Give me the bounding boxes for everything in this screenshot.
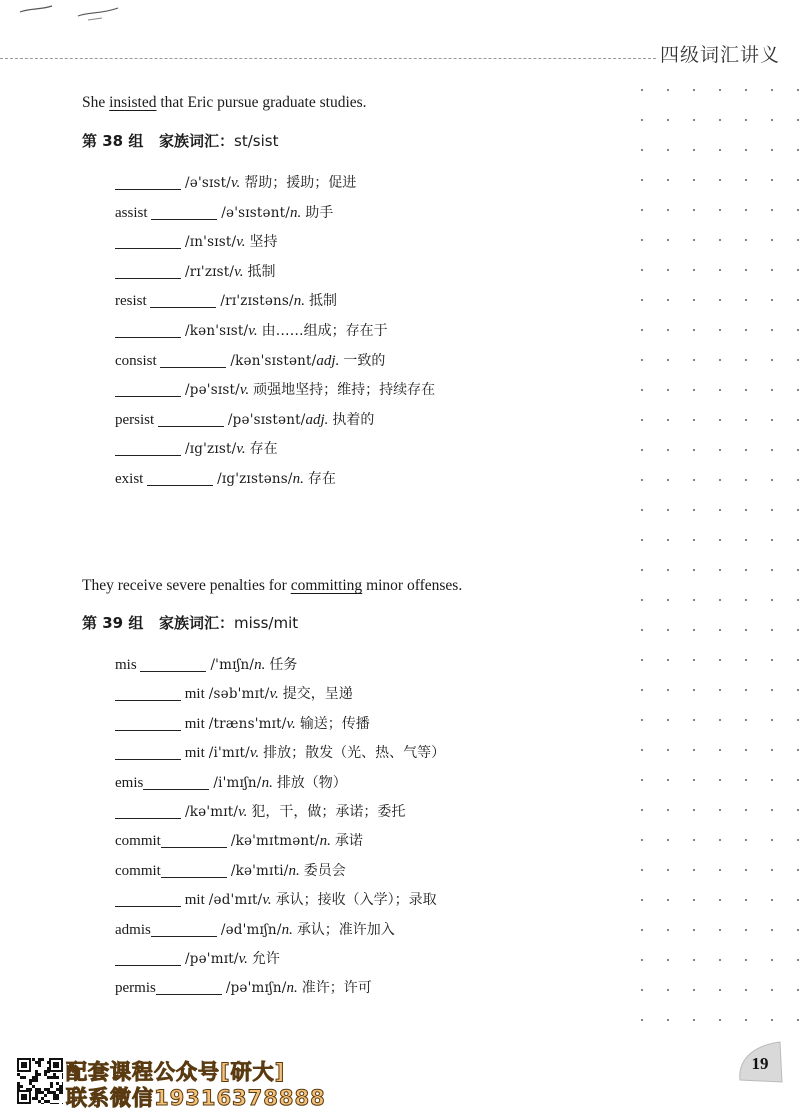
part-of-speech: v. bbox=[234, 263, 244, 280]
word-prefix: exist bbox=[115, 471, 148, 487]
part-of-speech: n. bbox=[319, 833, 331, 850]
margin-dot-grid bbox=[636, 80, 800, 1040]
chinese-meaning: 执着的 bbox=[332, 411, 375, 428]
fill-in-blank[interactable] bbox=[115, 262, 181, 279]
pronunciation: /i'mɪʃn/ bbox=[213, 774, 262, 791]
vocab-entry bbox=[115, 948, 280, 970]
group-heading-38 bbox=[82, 130, 278, 151]
page-number: 19 bbox=[751, 1054, 769, 1073]
word-prefix: resist bbox=[115, 293, 151, 310]
family-label: 家族词汇： bbox=[159, 614, 235, 632]
part-of-speech: v. bbox=[269, 686, 279, 703]
qr-code-icon bbox=[17, 1058, 63, 1104]
vocab-entry bbox=[115, 320, 388, 342]
word-prefix: permis bbox=[115, 980, 156, 997]
chinese-meaning: 任务 bbox=[269, 657, 298, 673]
fill-in-blank[interactable] bbox=[115, 714, 181, 731]
word-root: st/sist bbox=[234, 132, 279, 150]
word-suffix: mit bbox=[181, 745, 205, 762]
vocab-entry bbox=[115, 860, 346, 882]
pronunciation: /ɪg'zɪstəns/ bbox=[217, 471, 293, 487]
sentence-text: that Eric pursue graduate studies. bbox=[156, 94, 367, 111]
pronunciation: /'mɪʃn/ bbox=[210, 657, 255, 673]
group-label: 第 39 组 bbox=[82, 614, 144, 632]
chinese-meaning: 助手 bbox=[305, 204, 334, 221]
sentence-keyword: committing bbox=[290, 577, 363, 594]
pronunciation: /i'mɪt/ bbox=[208, 745, 250, 762]
book-title: 四级词汇讲义 bbox=[659, 44, 780, 66]
fill-in-blank[interactable] bbox=[115, 439, 181, 456]
pronunciation: /pə'mɪt/ bbox=[185, 951, 239, 967]
vocab-entry bbox=[115, 772, 347, 794]
fill-in-blank[interactable] bbox=[115, 321, 181, 338]
fill-in-blank[interactable] bbox=[161, 831, 227, 848]
chinese-meaning: 排放；散发（光、热、气等） bbox=[263, 745, 446, 762]
pronunciation: /əd'mɪt/ bbox=[208, 892, 263, 909]
fill-in-blank[interactable] bbox=[161, 861, 227, 878]
vocab-entry bbox=[115, 231, 278, 253]
fill-in-blank[interactable] bbox=[160, 351, 226, 368]
fill-in-blank[interactable] bbox=[115, 949, 181, 966]
chinese-meaning: 允许 bbox=[251, 951, 280, 967]
pronunciation: /ə'sɪstənt/ bbox=[221, 204, 290, 221]
fill-in-blank[interactable] bbox=[115, 684, 181, 701]
group-label: 第 38 组 bbox=[82, 132, 144, 150]
pronunciation: /kən'sɪstənt/ bbox=[230, 352, 317, 369]
header-divider bbox=[0, 58, 656, 59]
sentence-keyword: insisted bbox=[109, 94, 157, 111]
word-prefix: mis bbox=[115, 657, 141, 673]
vocab-entry bbox=[115, 438, 278, 460]
pronunciation: /ə'sɪst/ bbox=[185, 175, 231, 191]
chinese-meaning: 承认；准许加入 bbox=[296, 921, 395, 938]
pronunciation: /səb'mɪt/ bbox=[208, 686, 270, 703]
chinese-meaning: 存在 bbox=[249, 441, 278, 458]
fill-in-blank[interactable] bbox=[115, 802, 181, 819]
chinese-meaning: 抵制 bbox=[309, 293, 338, 310]
vocab-entry bbox=[115, 713, 370, 735]
pronunciation: /ɪg'zɪst/ bbox=[185, 441, 237, 458]
vocab-entry bbox=[115, 350, 385, 372]
sentence-text: They receive severe penalties for bbox=[82, 577, 291, 594]
fill-in-blank[interactable] bbox=[147, 469, 213, 486]
fill-in-blank[interactable] bbox=[151, 203, 217, 220]
pronunciation: /rɪ'zɪst/ bbox=[185, 263, 235, 280]
vocab-entry bbox=[115, 919, 395, 941]
part-of-speech: n. bbox=[254, 657, 266, 673]
promo-line-1: 配套课程公众号[研大] bbox=[66, 1060, 286, 1084]
example-sentence-38 bbox=[82, 94, 367, 112]
fill-in-blank[interactable] bbox=[115, 173, 181, 190]
word-prefix: emis bbox=[115, 774, 144, 791]
vocab-entry bbox=[115, 977, 372, 999]
fill-in-blank[interactable] bbox=[115, 380, 181, 397]
chinese-meaning: 承认；接收（入学）；录取 bbox=[275, 892, 437, 909]
sentence-text: minor offenses. bbox=[362, 577, 463, 594]
pronunciation: /pə'mɪʃn/ bbox=[225, 980, 287, 997]
fill-in-blank[interactable] bbox=[115, 890, 181, 907]
word-prefix: assist bbox=[115, 204, 152, 221]
sentence-text: She bbox=[82, 94, 110, 111]
part-of-speech: v. bbox=[236, 234, 246, 251]
pronunciation: /kə'mɪti/ bbox=[230, 862, 289, 879]
chinese-meaning: 承诺 bbox=[334, 833, 363, 850]
pen-scribble-mark bbox=[18, 2, 128, 24]
vocab-entry bbox=[115, 172, 356, 194]
fill-in-blank[interactable] bbox=[156, 978, 222, 995]
vocab-entry bbox=[115, 261, 275, 283]
vocab-entry bbox=[115, 683, 353, 705]
vocab-entry bbox=[115, 889, 437, 911]
fill-in-blank[interactable] bbox=[151, 920, 217, 937]
promo-line-2: 联系微信19316378888 bbox=[66, 1086, 326, 1110]
chinese-meaning: 输送；传播 bbox=[299, 715, 370, 732]
part-of-speech: adj. bbox=[305, 411, 329, 428]
fill-in-blank[interactable] bbox=[143, 773, 209, 790]
chinese-meaning: 排放（物） bbox=[276, 774, 347, 791]
pronunciation: /kən'sɪst/ bbox=[185, 323, 249, 339]
pronunciation: /pə'sɪst/ bbox=[185, 382, 240, 399]
part-of-speech: v. bbox=[249, 745, 260, 762]
vocab-entry bbox=[115, 801, 405, 823]
vocab-entry bbox=[115, 742, 445, 764]
part-of-speech: v. bbox=[248, 323, 258, 339]
vocab-entry bbox=[115, 202, 333, 224]
part-of-speech: n. bbox=[286, 980, 298, 997]
word-prefix: commit bbox=[115, 833, 161, 850]
pronunciation: /kə'mɪt/ bbox=[185, 804, 239, 820]
word-suffix: mit bbox=[181, 715, 205, 732]
chinese-meaning: 一致的 bbox=[343, 352, 386, 369]
chinese-meaning: 提交，呈递 bbox=[282, 686, 353, 703]
word-suffix: mit bbox=[181, 686, 205, 703]
part-of-speech: n. bbox=[293, 293, 306, 310]
chinese-meaning: 委员会 bbox=[303, 862, 346, 879]
part-of-speech: v. bbox=[238, 951, 248, 967]
part-of-speech: n. bbox=[289, 204, 302, 221]
part-of-speech: n. bbox=[288, 862, 300, 879]
pronunciation: /rɪ'zɪstəns/ bbox=[220, 293, 294, 310]
chinese-meaning: 准许；许可 bbox=[301, 980, 372, 997]
pronunciation: /kə'mɪtmənt/ bbox=[230, 833, 320, 850]
fill-in-blank[interactable] bbox=[140, 655, 206, 672]
chinese-meaning: 由……组成；存在于 bbox=[261, 323, 388, 339]
vocab-entry bbox=[115, 409, 374, 431]
word-prefix: commit bbox=[115, 862, 161, 879]
part-of-speech: v. bbox=[236, 441, 246, 458]
word-prefix: consist bbox=[115, 352, 161, 369]
vocab-entry bbox=[115, 379, 435, 401]
word-suffix: mit bbox=[181, 892, 205, 909]
chinese-meaning: 帮助；援助；促进 bbox=[244, 175, 357, 191]
part-of-speech: n. bbox=[261, 774, 273, 791]
vocab-entry bbox=[115, 654, 297, 676]
chinese-meaning: 顽强地坚持；维持；持续存在 bbox=[253, 382, 436, 399]
chinese-meaning: 抵制 bbox=[247, 263, 276, 280]
pronunciation: /pə'sɪstənt/ bbox=[227, 411, 306, 428]
fill-in-blank[interactable] bbox=[150, 291, 216, 308]
part-of-speech: v. bbox=[238, 804, 248, 820]
group-heading-39 bbox=[82, 612, 298, 633]
pronunciation: /əd'mɪʃn/ bbox=[220, 921, 282, 938]
fill-in-blank[interactable] bbox=[115, 232, 181, 249]
word-prefix: persist bbox=[115, 411, 158, 428]
pronunciation: /træns'mɪt/ bbox=[208, 715, 287, 732]
chinese-meaning: 犯，干，做；承诺；委托 bbox=[251, 804, 406, 820]
part-of-speech: v. bbox=[262, 892, 272, 909]
family-label: 家族词汇： bbox=[159, 132, 235, 150]
part-of-speech: v. bbox=[231, 175, 241, 191]
chinese-meaning: 存在 bbox=[307, 471, 336, 487]
part-of-speech: v. bbox=[239, 382, 250, 399]
chinese-meaning: 坚持 bbox=[249, 234, 278, 251]
word-root: miss/mit bbox=[234, 614, 299, 632]
vocab-entry bbox=[115, 468, 336, 490]
pronunciation: /ɪn'sɪst/ bbox=[185, 234, 237, 251]
part-of-speech: n. bbox=[292, 471, 304, 487]
part-of-speech: v. bbox=[286, 715, 296, 732]
vocab-entry bbox=[115, 290, 337, 312]
part-of-speech: adj. bbox=[316, 352, 340, 369]
vocab-entry bbox=[115, 830, 363, 852]
fill-in-blank[interactable] bbox=[115, 743, 181, 760]
example-sentence-39 bbox=[82, 577, 462, 595]
part-of-speech: n. bbox=[281, 921, 293, 938]
word-prefix: admis bbox=[115, 921, 151, 938]
fill-in-blank[interactable] bbox=[158, 410, 224, 427]
